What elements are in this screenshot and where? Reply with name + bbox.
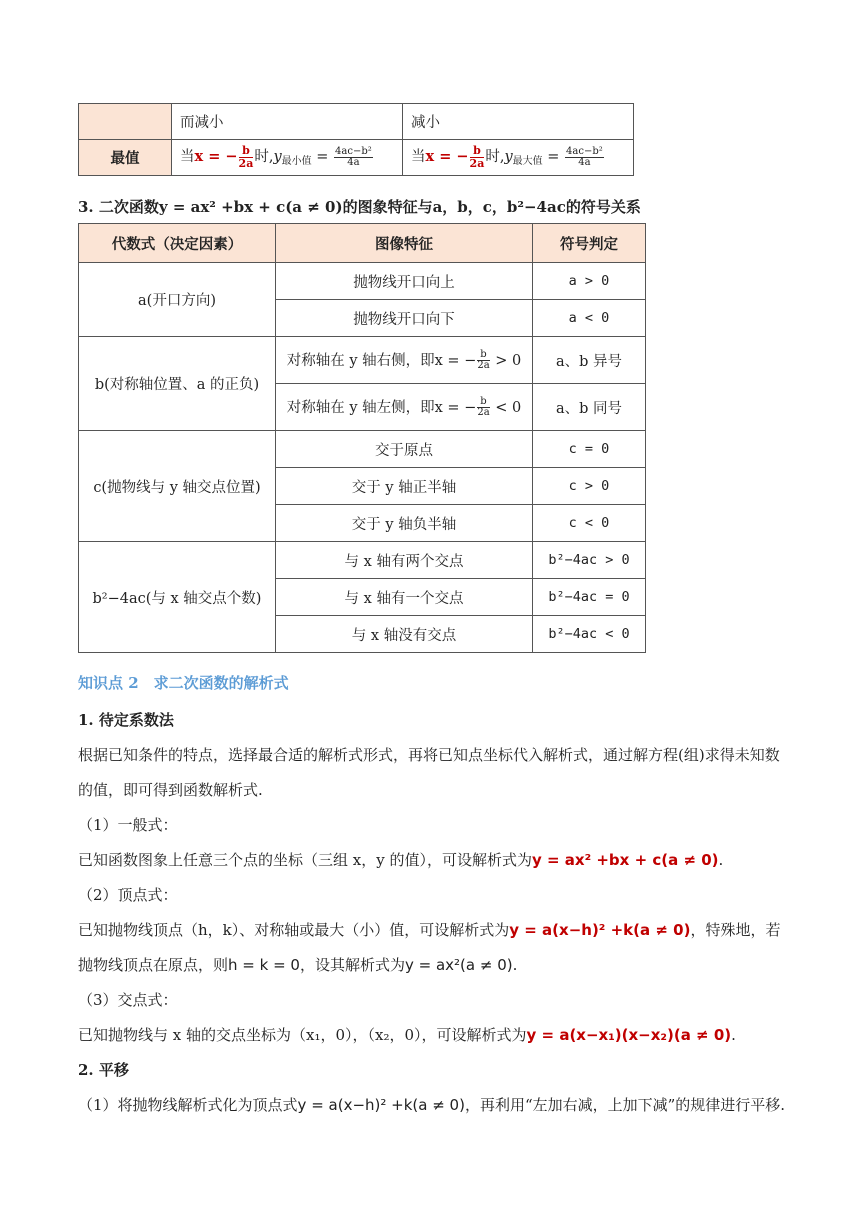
text: ，特殊地，若	[690, 921, 781, 939]
column-header: 符号判定	[533, 224, 646, 263]
text: 已知抛物线顶点（h，k）、对称轴或最大（小）值，可设解析式为	[78, 921, 510, 939]
paragraph-line	[78, 850, 723, 870]
sign-cell: a < 0	[533, 300, 646, 337]
cell-text: 当	[180, 149, 195, 166]
text: 已知函数图象上任意三个点的坐标（三组 x，y 的值），可设解析式为	[78, 851, 532, 869]
cell-text: 时,	[485, 149, 505, 166]
fraction-num: b	[470, 145, 485, 158]
paragraph-line: 的值，即可得到函数解析式.	[78, 781, 263, 799]
text: .	[718, 851, 724, 869]
sign-cell: b²−4ac = 0	[533, 579, 646, 616]
equals: =	[542, 149, 565, 166]
feature-cell: 交于原点	[276, 431, 533, 468]
sign-cell: c > 0	[533, 468, 646, 505]
sign-cell: a、b 同号	[533, 384, 646, 431]
sign-table	[78, 223, 646, 653]
fraction-den: 2a	[477, 407, 490, 418]
sign-cell: c = 0	[533, 431, 646, 468]
fraction-num: 4ac−b²	[566, 145, 603, 157]
section-title: 知识点 2 求二次函数的解析式	[78, 674, 289, 692]
feature-cell: 抛物线开口向下	[276, 300, 533, 337]
table-row	[79, 431, 646, 468]
text: ，设其解析式为	[299, 956, 405, 974]
factor-cell: b(对称轴位置、a 的正负)	[79, 337, 276, 431]
feature-text: 对称轴在 y 轴左侧，即x = −	[286, 399, 477, 416]
feature-cell: 交于 y 轴负半轴	[276, 505, 533, 542]
fraction-num: 4ac−b²	[335, 145, 372, 157]
item-label: （3）交点式：	[78, 991, 178, 1009]
text: （1）将抛物线解析式化为顶点式	[78, 1096, 298, 1114]
table-row	[79, 140, 634, 176]
subscript: 最大值	[512, 156, 543, 168]
feature-text: > 0	[490, 352, 522, 369]
paragraph-line	[78, 1095, 785, 1115]
x-formula: x = −	[194, 148, 238, 166]
text: ，再利用“左加右减，上加下减”的规律进行平移.	[464, 1096, 786, 1114]
fraction-den: 2a	[477, 360, 490, 371]
formula: y = ax² +bx + c(a ≠ 0)	[531, 851, 719, 869]
formula: y = a(x−h)² +k(a ≠ 0)	[297, 1096, 465, 1114]
fraction-num: b	[477, 397, 489, 409]
text: 已知抛物线与 x 轴的交点坐标为（x₁，0），（x₂，0），可设解析式为	[78, 1026, 527, 1044]
cell-text: 当	[411, 149, 426, 166]
table-row	[79, 104, 634, 140]
feature-cell	[276, 337, 533, 384]
feature-text: 对称轴在 y 轴右侧，即x = −	[286, 352, 477, 369]
feature-cell: 与 x 轴没有交点	[276, 616, 533, 653]
table-row	[79, 263, 646, 300]
table-row	[79, 337, 646, 384]
formula: y = a(x−x₁)(x−x₂)(a ≠ 0)	[526, 1026, 732, 1044]
cell-text: 时,	[254, 149, 274, 166]
sign-cell: b²−4ac < 0	[533, 616, 646, 653]
row-label-empty	[79, 104, 172, 140]
fraction-num: b	[239, 145, 254, 158]
x-formula: x = −	[425, 148, 469, 166]
fraction-den: 4a	[578, 157, 591, 168]
fraction-den: 4a	[347, 157, 360, 168]
fraction	[565, 147, 604, 169]
fraction	[470, 145, 485, 169]
factor-cell: b²−4ac(与 x 轴交点个数)	[79, 542, 276, 653]
equals: =	[311, 149, 334, 166]
paragraph-line	[78, 1025, 736, 1045]
table-row	[79, 542, 646, 579]
fraction	[239, 145, 254, 169]
paragraph-line: 根据已知条件的特点，选择最合适的解析式形式，再将已知点坐标代入解析式，通过解方程(组)求得未知数	[78, 746, 780, 764]
table-cell: 减小	[403, 104, 634, 140]
formula: y = a(x−h)² +k(a ≠ 0)	[509, 921, 691, 939]
min-value-cell	[172, 140, 403, 176]
feature-cell: 交于 y 轴正半轴	[276, 468, 533, 505]
sign-cell: a、b 异号	[533, 337, 646, 384]
item-label: （2）顶点式：	[78, 886, 178, 904]
feature-cell: 与 x 轴有一个交点	[276, 579, 533, 616]
paragraph-line	[78, 920, 780, 940]
feature-text: < 0	[490, 399, 522, 416]
fraction-den: 2a	[238, 157, 254, 170]
fraction-num: b	[477, 350, 489, 362]
table-header-row	[79, 224, 646, 263]
fraction	[477, 350, 489, 372]
row-label: 最值	[79, 140, 172, 176]
subheading: 2. 平移	[78, 1061, 129, 1079]
formula: y = ax²(a ≠ 0)	[404, 956, 513, 974]
formula: h = k = 0	[228, 956, 300, 974]
factor-cell: c(抛物线与 y 轴交点位置)	[79, 431, 276, 542]
sign-cell: c < 0	[533, 505, 646, 542]
feature-cell	[276, 384, 533, 431]
fraction-den: 2a	[469, 157, 485, 170]
column-header: 图像特征	[276, 224, 533, 263]
text: .	[731, 1026, 736, 1044]
top-table	[78, 103, 634, 176]
section-heading-3: 3. 二次函数y = ax² +bx + c(a ≠ 0)的图象特征与a，b，c，b²−4ac的符号关系	[78, 198, 641, 216]
item-label: （1）一般式：	[78, 816, 178, 834]
sign-cell: a > 0	[533, 263, 646, 300]
subheading: 1. 待定系数法	[78, 711, 174, 729]
paragraph-line	[78, 955, 517, 975]
y-var: y	[504, 149, 513, 166]
text: 抛物线顶点在原点，则	[78, 956, 229, 974]
sign-cell: b²−4ac > 0	[533, 542, 646, 579]
fraction	[334, 147, 373, 169]
y-var: y	[273, 149, 282, 166]
feature-cell: 抛物线开口向上	[276, 263, 533, 300]
fraction	[477, 397, 489, 419]
subscript: 最小值	[281, 156, 312, 168]
feature-cell: 与 x 轴有两个交点	[276, 542, 533, 579]
factor-cell: a(开口方向)	[79, 263, 276, 337]
column-header: 代数式（决定因素）	[79, 224, 276, 263]
text: .	[512, 956, 518, 974]
table-cell: 而减小	[172, 104, 403, 140]
max-value-cell	[403, 140, 634, 176]
